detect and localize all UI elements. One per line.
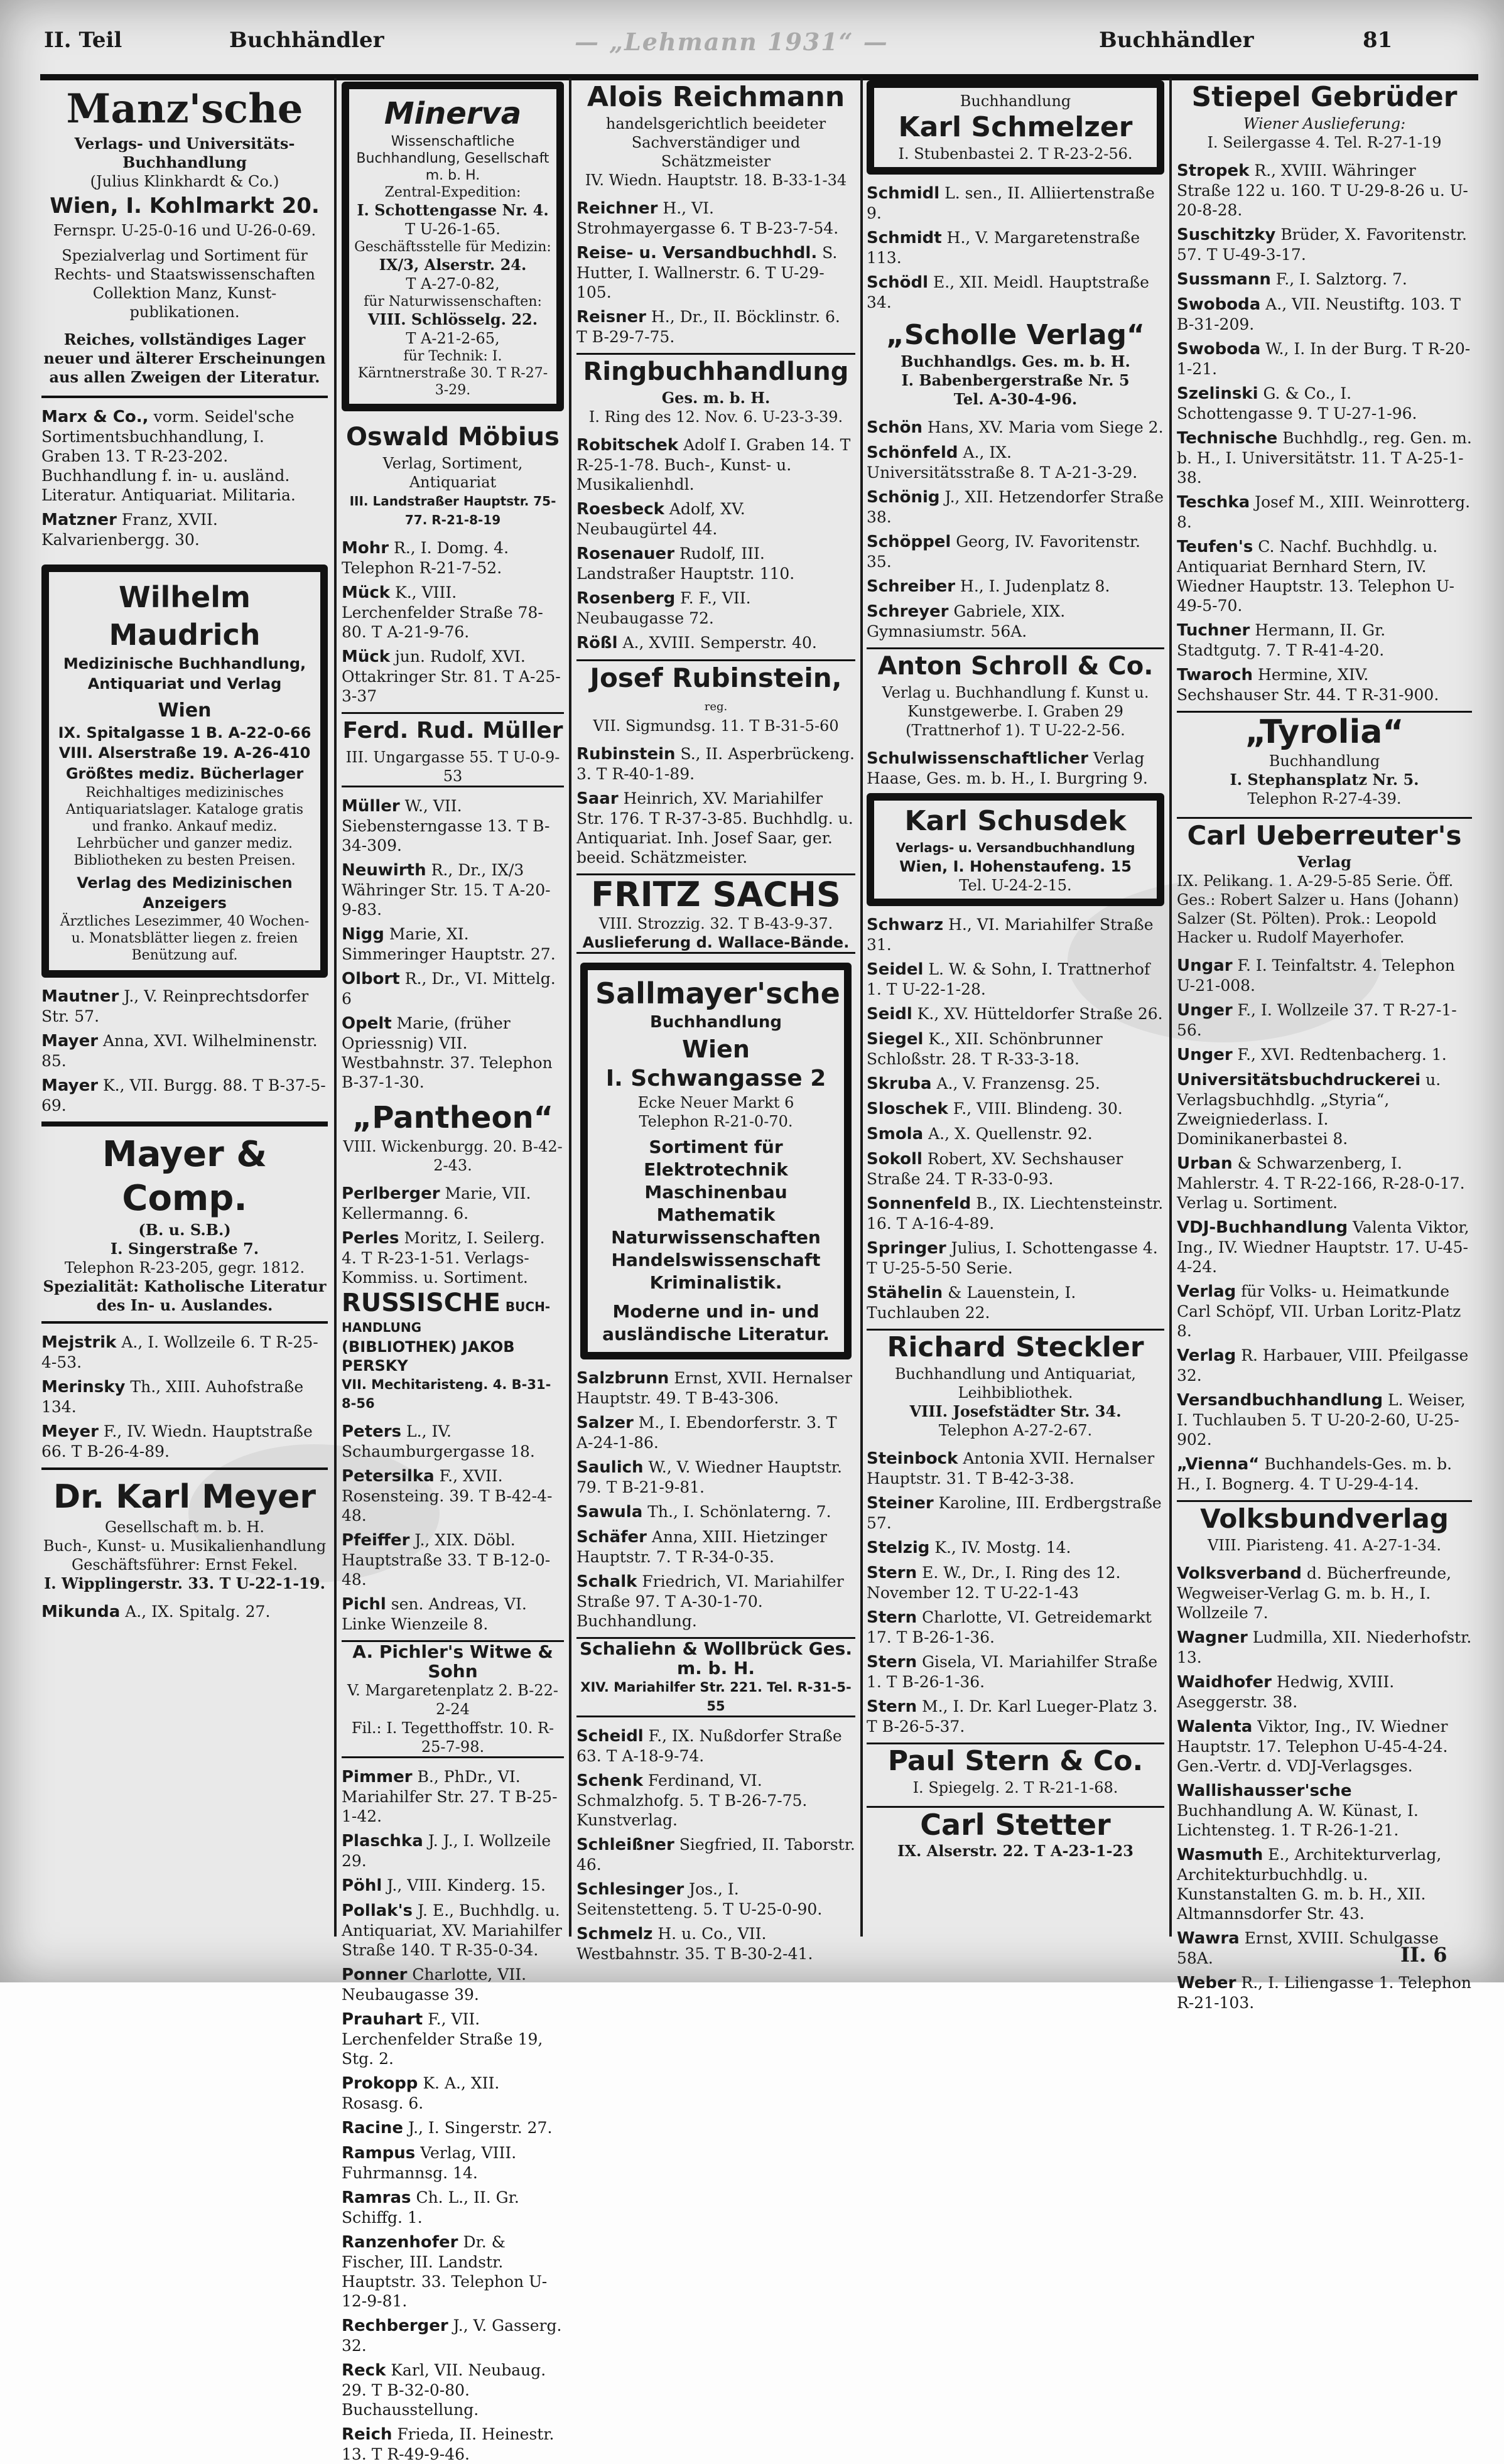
ad-address: IV. Wiedn. Hauptstr. 18. B-33-1-34 bbox=[585, 171, 847, 189]
list-item: Ungar F. I. Teinfaltstr. 4. Telephon U-21-008. bbox=[1177, 956, 1455, 995]
ad-description: Buch-, Kunst- u. Musikalienhandlung bbox=[43, 1537, 327, 1555]
list-item: Wasmuth E., Architekturverlag, Architekturbuchhdlg. u. Kunstanstalten G. m. b. H., XII. Altmannsdorfer Str. 43. bbox=[1177, 1845, 1442, 1923]
ad-subtitle: Buchhandlung bbox=[650, 1013, 782, 1032]
list-item: Siegel K., XII. Schönbrunner Schloßstr. 28. T R-33-3-18. bbox=[867, 1030, 1103, 1068]
list-item: Volksverband d. Bücherfreunde, Wegweiser-Verlag G. m. b. H., I. Wollzeile 7. bbox=[1177, 1564, 1452, 1622]
list-item: Pöhl J., VIII. Kinderg. 15. bbox=[342, 1876, 546, 1895]
list-item: Schön Hans, XV. Maria vom Siege 2. bbox=[867, 418, 1164, 437]
list-item: Reisner H., Dr., II. Böcklinstr. 6. T B-29-7-75. bbox=[576, 308, 840, 346]
ad-description: IX. Pelikang. 1. A-29-5-85 Serie. Öff. Ges.: Robert Salzer u. Hans (Johann) Salzer (St. Pölten). Prok.: Leopold Hacker u. Rudolf Mayerhofer. bbox=[1177, 872, 1459, 946]
list-item: Mück K., VIII. Lerchenfelder Straße 78-80. T A-21-9-76. bbox=[342, 583, 543, 641]
list-item: Wagner Ludmilla, XII. Niederhofstr. 13. bbox=[1177, 1628, 1472, 1667]
list-item: Ponner Charlotte, VII. Neubaugasse 39. bbox=[342, 1965, 527, 2004]
list-item: Universitätsbuchdruckerei u. Verlagsbuchhdlg. „Styria“, Zweigniederlass. I. Dominikanerbastei 8. bbox=[1177, 1071, 1441, 1148]
list-item: Springer Julius, I. Schottengasse 4. T U-25-5-50 Serie. bbox=[867, 1239, 1158, 1277]
list-item: Schwarz H., VI. Mariahilfer Straße 31. bbox=[867, 916, 1154, 954]
list-item: Sussmann F., I. Salztorg. 7. bbox=[1177, 270, 1407, 289]
list-item: Mayer K., VII. Burgg. 88. T B-37-5-69. bbox=[41, 1076, 326, 1115]
column-1 bbox=[41, 78, 328, 1937]
ad-title: Karl Schmelzer bbox=[898, 111, 1133, 143]
ad-subtitle: (BIBLIOTHEK) JAKOB PERSKY bbox=[342, 1338, 515, 1375]
ad-address: I. Spiegelg. 2. T R-21-1-68. bbox=[912, 1779, 1118, 1797]
list-item: Rosenberg F. F., VII. Neubaugasse 72. bbox=[576, 589, 751, 627]
list-item: Verlag R. Harbauer, VIII. Pfeilgasse 32. bbox=[1177, 1346, 1469, 1385]
ad-address: I. Ring des 12. Nov. 6. U-23-3-39. bbox=[588, 408, 843, 426]
list-item: „Vienna“ Buchhandels-Ges. m. b. H., I. Bognerg. 4. T U-29-4-14. bbox=[1177, 1455, 1453, 1493]
ad-line: Elektrotechnik bbox=[644, 1159, 788, 1180]
ad-title: Volksbundverlag bbox=[1200, 1503, 1449, 1534]
moebius-ad bbox=[342, 420, 564, 529]
column-rule bbox=[334, 78, 337, 1937]
ad-title: Oswald Möbius bbox=[346, 423, 560, 451]
list-item: Petersilka F., XVII. Rosensteing. 39. T B-42-4-48. bbox=[342, 1467, 553, 1525]
maudrich-ad bbox=[41, 565, 328, 978]
ad-address: I. Stubenbastei 2. T R-23-2-56. bbox=[898, 145, 1133, 163]
list-item: Teufen's C. Nachf. Buchhdlg. u. Antiquariat Bernhard Stern, IV. Wiedner Hauptstr. 13. Telephon U-49-5-70. bbox=[1177, 538, 1454, 615]
ad-line: T U-26-1-65. bbox=[405, 220, 500, 238]
list-item: Saulich W., V. Wiedner Hauptstr. 79. T B-21-9-81. bbox=[576, 1458, 842, 1496]
ad-line: für Technik: I. Kärntnerstraße 30. T R-27-3-29. bbox=[357, 349, 548, 398]
ad-line: Naturwissenschaften bbox=[611, 1227, 821, 1248]
ad-title: „Pantheon“ bbox=[352, 1100, 554, 1135]
list-item: Sawula Th., I. Schönlaterng. 7. bbox=[576, 1503, 831, 1521]
stiepel-ad bbox=[1177, 80, 1472, 152]
ad-subtitle: Buchhandlung bbox=[1269, 752, 1380, 770]
ad-title: „Scholle Verlag“ bbox=[886, 319, 1145, 351]
minerva-ad bbox=[342, 82, 564, 411]
ad-address: III. Ungargasse 55. T U-0-9-53 bbox=[345, 748, 560, 785]
ad-title: Paul Stern & Co. bbox=[887, 1745, 1144, 1777]
list-item: Schlesinger Jos., I. Seitenstetteng. 5. T U-25-0-90. bbox=[576, 1880, 823, 1918]
ad-verlag: Verlag des Medizinischen Anzeigers bbox=[77, 874, 293, 912]
ad-specialty: Spezialität: Katholische Literatur des In- u. Auslandes. bbox=[43, 1277, 327, 1314]
ad-line: T A-27-0-82, bbox=[406, 275, 500, 293]
list-item: Unger F., XVI. Redtenbacherg. 1. bbox=[1177, 1046, 1447, 1064]
list-item: Rosenauer Rudolf, III. Landstraßer Hauptstr. 110. bbox=[576, 544, 795, 583]
list-item: Pollak's J. E., Buchhdlg. u. Antiquariat, XV. Mariahilfer Straße 140. T R-35-0-34. bbox=[342, 1901, 562, 1959]
ad-title: Minerva bbox=[384, 96, 522, 131]
list-item: Matzner Franz, XVII. Kalvarienbergg. 30. bbox=[41, 511, 218, 549]
ad-phone: Telephon R-21-0-70. bbox=[639, 1113, 793, 1130]
list-item: Salzer M., I. Ebendorferstr. 3. T A-24-1-86. bbox=[576, 1413, 837, 1452]
list-item: Technische Buchhdlg., reg. Gen. m. b. H., I. Universitätstr. 11. T A-25-1-38. bbox=[1177, 429, 1472, 487]
rubinstein-ad bbox=[576, 659, 855, 735]
list-item: Szelinski G. & Co., I. Schottengasse 9. T U-27-1-96. bbox=[1177, 384, 1417, 423]
publication-title: — „Lehmann 1931“ — bbox=[575, 28, 889, 56]
list-item: Müller W., VII. Siebensterngasse 13. T B-34-309. bbox=[342, 797, 550, 855]
ad-line: T A-21-2-65, bbox=[406, 330, 500, 347]
paul-stern-ad bbox=[867, 1743, 1164, 1797]
mayer-ad bbox=[41, 1121, 328, 1324]
list-item: Stern Charlotte, VI. Getreidemarkt 17. T B-26-1-36. bbox=[867, 1608, 1152, 1646]
list-item: Schleißner Siegfried, II. Taborstr. 46. bbox=[576, 1835, 855, 1874]
ad-address: I. Singerstraße 7. bbox=[110, 1240, 259, 1258]
list-item: Peters L., IV. Schaumburgergasse 18. bbox=[342, 1422, 535, 1461]
list-item: Schödl E., XII. Meidl. Hauptstraße 34. bbox=[867, 273, 1149, 311]
ad-branch: Fil.: I. Tegetthoffstr. 10. R-25-7-98. bbox=[351, 1719, 555, 1756]
ad-description: Ärztliches Lesezimmer, 40 Wochen- u. Monatsblätter liegen z. freien Benützung auf. bbox=[60, 914, 310, 963]
ad-address: VIII. Strozzig. 32. T B-43-9-37. bbox=[598, 915, 833, 932]
list-item: Schreyer Gabriele, XIX. Gymnasiumstr. 56A. bbox=[867, 602, 1066, 640]
list-item: Perles Moritz, I. Seilerg. 4. T R-23-1-51. Verlags-Kommiss. u. Sortiment. bbox=[342, 1229, 545, 1287]
ad-title: Sallmayer'sche bbox=[595, 976, 840, 1010]
schusdek-ad bbox=[867, 793, 1164, 906]
ad-title: Schaliehn & Wollbrück Ges. m. b. H. bbox=[580, 1638, 852, 1678]
ad-title: Mayer & Comp. bbox=[102, 1134, 268, 1219]
ad-subtitle: Verlags- und Universitäts-Buchhandlung bbox=[74, 134, 295, 171]
ad-description: handelsgerichtlich beeideter Sachverständiger und Schätzmeister bbox=[605, 115, 826, 170]
ad-address: Wien, I. Kohlmarkt 20. bbox=[50, 193, 320, 219]
list-item: Wallishausser'sche Buchhandlung A. W. Künast, I. Lichtensteg. 1. T R-26-1-21. bbox=[1177, 1781, 1419, 1839]
list-item: Reich Frieda, II. Heinestr. 13. T R-49-9-46. bbox=[342, 2425, 555, 2463]
list-item: Schöppel Georg, IV. Favoritenstr. 35. bbox=[867, 532, 1140, 571]
ad-phone: Telephon R-27-4-39. bbox=[1247, 790, 1402, 808]
ueberreuter-ad bbox=[1177, 817, 1472, 947]
ad-address: I. Babenbergerstraße Nr. 5 bbox=[901, 371, 1130, 389]
ad-title: Dr. Karl Meyer bbox=[53, 1478, 316, 1516]
ad-line: Kriminalistik. bbox=[649, 1272, 782, 1293]
list-item: Schmidl L. sen., II. Alliiertenstraße 9. bbox=[867, 184, 1155, 222]
schroll-ad bbox=[867, 647, 1164, 740]
list-item: Merinsky Th., XIII. Auhofstraße 134. bbox=[41, 1378, 304, 1416]
ad-title: Manz'sche bbox=[66, 85, 303, 132]
list-item: Seidl K., XV. Hütteldorfer Straße 26. bbox=[867, 1005, 1163, 1024]
ad-address: VII. Mechitaristeng. 4. B-31-8-56 bbox=[342, 1377, 551, 1411]
ad-subtitle: (B. u. S.B.) bbox=[138, 1221, 231, 1239]
list-item: Waidhofer Hedwig, XVIII. Aseggerstr. 38. bbox=[1177, 1673, 1395, 1711]
ad-title: Carl Stetter bbox=[920, 1808, 1111, 1842]
list-item: Perlberger Marie, VII. Kellermanng. 6. bbox=[342, 1184, 531, 1223]
list-item: Rechberger J., V. Gasserg. 32. bbox=[342, 2316, 562, 2355]
ad-line: Maschinenbau bbox=[644, 1182, 787, 1202]
list-item: Reise- u. Versandbuchhdl. S. Hutter, I. Wallnerstr. 6. T U-29-105. bbox=[576, 244, 838, 301]
scholle-ad bbox=[867, 318, 1164, 409]
column-rule bbox=[569, 78, 571, 1937]
ad-address: I. Schwangasse 2 bbox=[605, 1066, 826, 1091]
list-item: Pimmer B., PhDr., VI. Mariahilfer Str. 27. T B-25-1-42. bbox=[342, 1768, 558, 1825]
list-item: Scheidl F., IX. Nußdorfer Straße 63. T A-18-9-74. bbox=[576, 1727, 842, 1765]
ad-subtitle: Buchhandlgs. Ges. m. b. H. bbox=[901, 352, 1130, 370]
sachs-ad bbox=[576, 873, 855, 954]
ad-description: Verlag u. Buchhandlung f. Kunst u. Kunstgewerbe. I. Graben 29 (Trattnerhof 1). T U-22-2-56. bbox=[882, 684, 1149, 739]
list-item: Prokopp K. A., XII. Rosasg. 6. bbox=[342, 2074, 500, 2112]
list-item: Mautner J., V. Reinprechtsdorfer Str. 57. bbox=[41, 987, 309, 1025]
list-item: Teschka Josef M., XIII. Weinrotterg. 8. bbox=[1177, 493, 1471, 531]
running-title-right: Buchhändler bbox=[1099, 28, 1254, 53]
ad-line: IX/3, Alserstr. 24. bbox=[379, 256, 527, 274]
ad-tagline: Reiches, vollständiges Lager neuer und älterer Erscheinungen aus allen Zweigen der Literatur. bbox=[43, 330, 326, 386]
ad-line: Sortiment für bbox=[649, 1137, 783, 1157]
ad-reg-note: reg. bbox=[704, 700, 728, 713]
pichler-ad bbox=[342, 1640, 564, 1758]
volksbund-ad bbox=[1177, 1500, 1472, 1555]
stetter-ad bbox=[867, 1806, 1164, 1861]
column-rule bbox=[1169, 78, 1172, 1937]
list-item: Schmidt H., V. Margaretenstraße 113. bbox=[867, 229, 1140, 267]
list-item: Schulwissenschaftlicher Verlag Haase, Ges. m. b. H., I. Burgring 9. bbox=[867, 749, 1148, 787]
list-item: Swoboda A., VII. Neustiftg. 103. T B-31-209. bbox=[1177, 295, 1461, 333]
ad-claim: Größtes mediz. Bücherlager bbox=[65, 765, 304, 782]
list-item: Reck Karl, VII. Neubaug. 29. T B-32-0-80. Buchausstellung. bbox=[342, 2361, 546, 2419]
page-signature: II. 6 bbox=[1400, 1943, 1447, 1967]
ad-title-suffix: BUCH-HANDLUNG bbox=[342, 1299, 551, 1335]
schmelzer-ad bbox=[867, 80, 1164, 175]
steckler-ad bbox=[867, 1329, 1164, 1440]
list-item: Schönfeld A., IX. Universitätsstraße 8. T A-21-3-29. bbox=[867, 443, 1138, 482]
tyrolia-ad bbox=[1177, 711, 1472, 808]
ad-phone: Tel. A-30-4-96. bbox=[953, 390, 1078, 408]
ad-line: Mathematik bbox=[656, 1204, 776, 1225]
list-item: Mück jun. Rudolf, XVI. Ottakringer Str. 81. T A-25-3-37 bbox=[342, 647, 561, 705]
list-item: Salzbrunn Ernst, XVII. Hernalser Hauptstr. 49. T B-43-306. bbox=[576, 1369, 852, 1407]
list-item: Mikunda A., IX. Spitalg. 27. bbox=[41, 1602, 271, 1621]
manz-ad bbox=[41, 84, 328, 387]
schaliehn-ad bbox=[576, 1637, 855, 1717]
list-item: Olbort R., Dr., VI. Mittelg. 6 bbox=[342, 970, 556, 1008]
list-item: Roesbeck Adolf, XV. Neubaugürtel 44. bbox=[576, 500, 745, 538]
list-item: Sonnenfeld B., IX. Liechtensteinstr. 16. T A-16-4-89. bbox=[867, 1194, 1164, 1233]
ad-label: Buchhandlung bbox=[960, 92, 1071, 110]
ringbuchhandlung-ad bbox=[576, 353, 855, 426]
column-4 bbox=[867, 78, 1164, 1937]
list-item: Schäfer Anna, XIII. Hietzinger Hauptstr. 7. T R-34-0-35. bbox=[576, 1528, 827, 1566]
ad-description: Spezialverlag und Sortiment für Rechts- und Staatswissenschaften Collektion Manz, Kunst-publikationen. bbox=[54, 247, 315, 321]
list-item: Schreiber H., I. Judenplatz 8. bbox=[867, 577, 1110, 596]
ad-title: Stiepel Gebrüder bbox=[1191, 81, 1458, 113]
ad-address: XIV. Mariahilfer Str. 221. Tel. R-31-5-55 bbox=[580, 1680, 852, 1714]
list-item: Stelzig K., IV. Mostg. 14. bbox=[867, 1538, 1071, 1557]
list-item: Pfeiffer J., XIX. Döbl. Hauptstraße 33. T B-12-0-48. bbox=[342, 1531, 551, 1589]
list-item: Meyer F., IV. Wiedn. Hauptstraße 66. T B-26-4-89. bbox=[41, 1422, 313, 1461]
ad-phone: Tel. U-24-2-15. bbox=[959, 877, 1072, 894]
list-item: Ramras Ch. L., II. Gr. Schiffg. 1. bbox=[342, 2188, 519, 2227]
list-item: Weber R., I. Liliengasse 1. Telephon R-21-103. bbox=[1177, 1974, 1472, 2012]
column-3 bbox=[576, 78, 855, 1963]
list-item: Seidel L. W. & Sohn, I. Trattnerhof 1. T U-22-1-28. bbox=[867, 960, 1150, 998]
ad-address: Wien, I. Hohenstaufeng. 15 bbox=[899, 858, 1132, 875]
ad-subtitle: Wissenschaftliche Buchhandlung, Gesellschaft m. b. H. bbox=[356, 134, 549, 183]
ad-line: VIII. Schlösselg. 22. bbox=[367, 310, 538, 328]
list-item: Prauhart F., VII. Lerchenfelder Straße 19, Stg. 2. bbox=[342, 2010, 543, 2068]
list-item: Swoboda W., I. In der Burg. T R-20-1-21. bbox=[1177, 340, 1471, 378]
ad-line: Zentral-Expedition: bbox=[384, 185, 521, 200]
ad-title: Josef Rubinstein, bbox=[590, 662, 842, 693]
list-item: Sokoll Robert, XV. Sechshauser Straße 24. T R-33-0-93. bbox=[867, 1150, 1123, 1188]
divider bbox=[41, 396, 328, 398]
list-item: Opelt Marie, (früher Opriessnig) VII. Westbahnstr. 37. Telephon B-37-1-30. bbox=[342, 1014, 553, 1091]
ad-line: Moderne und in- und ausländische Literatur. bbox=[602, 1301, 830, 1344]
list-item: Schalk Friedrich, VI. Mariahilfer Straße 97. T A-30-1-70. Buchhandlung. bbox=[576, 1572, 844, 1630]
page-number: 81 bbox=[1363, 28, 1393, 53]
ad-address: VIII. Piaristeng. 41. A-27-1-34. bbox=[1208, 1537, 1441, 1554]
section-label: II. Teil bbox=[44, 28, 122, 53]
column-2 bbox=[342, 78, 564, 2463]
list-item: Saar Heinrich, XV. Mariahilfer Str. 176. T R-37-3-85. Buchhdlg. u. Antiquariat. Inh. Josef Saar, ger. beeid. Schätzmeister. bbox=[576, 789, 853, 867]
list-item: Schmelz H. u. Co., VII. Westbahnstr. 35. T B-30-2-41. bbox=[576, 1925, 813, 1963]
list-item: Robitschek Adolf I. Graben 14. T R-25-1-78. Buch-, Kunst- u. Musikalienhdl. bbox=[576, 436, 851, 494]
ad-description: Reichhaltiges medizinisches Antiquariatslager. Kataloge gratis und franko. Ankauf mediz. Lehrbücher und ganzer mediz. Bibliotheken zu besten Preisen. bbox=[65, 785, 304, 868]
list-item: Schenk Ferdinand, VI. Schmalzhofg. 5. T B-26-7-75. Kunstverlag. bbox=[576, 1771, 808, 1829]
ad-owner: (Julius Klinkhardt & Co.) bbox=[90, 173, 279, 190]
ad-subtitle: Auslieferung d. Wallace-Bände. bbox=[582, 934, 850, 951]
ad-subtitle: Verlags- u. Versandbuchhandlung bbox=[895, 840, 1135, 855]
list-item: Plaschka J. J., I. Wollzeile 29. bbox=[342, 1832, 551, 1870]
list-item: Wawra Ernst, XVIII. Schulgasse 58A. bbox=[1177, 1929, 1439, 1967]
ad-line: I. Schottengasse Nr. 4. bbox=[357, 201, 549, 219]
ad-manager: Geschäftsführer: Ernst Fekel. bbox=[71, 1556, 298, 1574]
ad-subtitle: Medizinische Buchhandlung, Antiquariat und Verlag bbox=[63, 655, 306, 693]
ad-phone: Telephon A-27-2-67. bbox=[938, 1422, 1093, 1439]
list-item: Steiner Karoline, III. Erdbergstraße 57. bbox=[867, 1494, 1162, 1532]
ad-phone: Fernspr. U-25-0-16 und U-26-0-69. bbox=[53, 222, 316, 239]
ad-subtitle: Wiener Auslieferung: bbox=[1243, 115, 1406, 132]
ad-description: Verlag, Sortiment, Antiquariat bbox=[382, 455, 523, 491]
list-item: Racine J., I. Singerstr. 27. bbox=[342, 2119, 553, 2137]
ad-title: RUSSISCHE bbox=[342, 1289, 500, 1317]
list-item: Rößl A., XVIII. Semperstr. 40. bbox=[576, 634, 817, 652]
meyer-ad bbox=[41, 1467, 328, 1593]
page-header bbox=[38, 28, 1482, 72]
ad-address: I. Seilergasse 4. Tel. R-27-1-19 bbox=[1207, 134, 1442, 151]
ad-address: IX. Spitalgasse 1 B. A-22-0-66 bbox=[58, 724, 311, 742]
list-item: Schönig J., XII. Hetzendorfer Straße 38. bbox=[867, 488, 1164, 526]
ad-city: Wien bbox=[682, 1035, 750, 1063]
running-title-left: Buchhändler bbox=[229, 28, 384, 53]
list-item: Walenta Viktor, Ing., IV. Wiedner Hauptstr. 17. Telephon U-45-4-24. Gen.-Vertr. d. VDJ-Verlagsges. bbox=[1177, 1717, 1448, 1775]
ad-title: Wilhelm Maudrich bbox=[109, 580, 261, 652]
ad-line: Handelswissenschaft bbox=[611, 1250, 821, 1270]
ad-subtitle: Ges. m. b. H. bbox=[661, 389, 771, 407]
ad-subtitle: Gesellschaft m. b. H. bbox=[104, 1518, 265, 1536]
ad-corner: Ecke Neuer Markt 6 bbox=[637, 1094, 794, 1111]
ad-title: Karl Schusdek bbox=[904, 805, 1127, 837]
list-item: Rampus Verlag, VIII. Fuhrmannsg. 14. bbox=[342, 2144, 517, 2182]
list-item: Mayer Anna, XVI. Wilhelminenstr. 85. bbox=[41, 1032, 318, 1070]
list-item: Verlag für Volks- u. Heimatkunde Carl Schöpf, VII. Urban Loritz-Platz 8. bbox=[1177, 1282, 1461, 1340]
ad-address: V. Margaretenplatz 2. B-22-2-24 bbox=[347, 1682, 559, 1718]
list-item: Nigg Marie, XI. Simmeringer Hauptstr. 27. bbox=[342, 925, 556, 963]
column-rule bbox=[860, 78, 863, 1937]
list-item: Stern Gisela, VI. Mariahilfer Straße 1. T B-26-1-36. bbox=[867, 1653, 1158, 1691]
list-item: Sloschek F., VIII. Blindeng. 30. bbox=[867, 1100, 1123, 1118]
list-item: VDJ-Buchhandlung Valenta Viktor, Ing., IV. Wiedner Hauptstr. 17. U-45-4-24. bbox=[1177, 1218, 1469, 1276]
list-item: Stropek R., XVIII. Währinger Straße 122 u. 160. T U-29-8-26 u. U-20-8-28. bbox=[1177, 161, 1468, 219]
list-item: Mejstrik A., I. Wollzeile 6. T R-25-4-53. bbox=[41, 1333, 318, 1371]
russische-ad bbox=[342, 1289, 564, 1413]
list-item: Unger F., I. Wollzeile 37. T R-27-1-56. bbox=[1177, 1001, 1457, 1039]
list-item: Mohr R., I. Domg. 4. Telephon R-21-7-52. bbox=[342, 539, 509, 577]
ad-address: III. Landstraßer Hauptstr. 75-77. R-21-8-19 bbox=[349, 494, 556, 527]
ad-subtitle: Verlag bbox=[1297, 853, 1351, 871]
ad-address: VIII. Wickenburgg. 20. B-42-2-43. bbox=[343, 1138, 563, 1174]
list-item: Rubinstein S., II. Asperbrückeng. 3. T R-40-1-89. bbox=[576, 745, 855, 783]
ad-address: VII. Sigmundsg. 11. T B-31-5-60 bbox=[593, 717, 839, 735]
list-item: Tuchner Hermann, II. Gr. Stadtgutg. 7. T R-41-4-20. bbox=[1177, 621, 1386, 659]
list-item: Ranzenhofer Dr. & Fischer, III. Landstr. Hauptstr. 33. Telephon U-12-9-81. bbox=[342, 2233, 548, 2310]
ad-title: Richard Steckler bbox=[887, 1331, 1144, 1363]
list-item: Suschitzky Brüder, X. Favoritenstr. 57. T U-49-3-17. bbox=[1177, 225, 1467, 264]
list-item: Stern M., I. Dr. Karl Lueger-Platz 3. T B-26-5-37. bbox=[867, 1697, 1158, 1736]
ad-address: VIII. Alserstraße 19. A-26-410 bbox=[58, 744, 311, 762]
ad-title: Alois Reichmann bbox=[587, 81, 845, 113]
mueller-ad bbox=[342, 712, 564, 787]
ad-line: für Naturwissenschaften: bbox=[364, 294, 542, 310]
ad-title: Carl Ueberreuter's bbox=[1187, 820, 1462, 851]
list-item: Skruba A., V. Franzensg. 25. bbox=[867, 1074, 1100, 1093]
ad-phone: Telephon R-23-205, gegr. 1812. bbox=[64, 1259, 305, 1277]
ad-description: Buchhandlung und Antiquariat, Leihbibliothek. bbox=[894, 1365, 1137, 1402]
list-item: Stähelin & Lauenstein, I. Tuchlauben 22. bbox=[867, 1283, 1076, 1322]
list-item: Pichl sen. Andreas, VI. Linke Wienzeile 8. bbox=[342, 1595, 527, 1633]
ad-title: Ringbuchhandlung bbox=[583, 357, 849, 386]
list-item: Twaroch Hermine, XIV. Sechshauser Str. 44. T R-31-900. bbox=[1177, 666, 1439, 704]
pantheon-ad bbox=[342, 1098, 564, 1175]
ad-address: I. Wipplingerstr. 33. T U-22-1-19. bbox=[44, 1574, 325, 1592]
ad-title: „Tyrolia“ bbox=[1245, 713, 1404, 751]
ad-address: VIII. Josefstädter Str. 34. bbox=[909, 1402, 1122, 1420]
ad-address: IX. Alserstr. 22. T A-23-1-23 bbox=[897, 1842, 1133, 1860]
list-item: Reichner H., VI. Strohmayergasse 6. T B-23-7-54. bbox=[576, 199, 839, 237]
ad-address: I. Stephansplatz Nr. 5. bbox=[1230, 770, 1419, 789]
ad-title: Ferd. Rud. Müller bbox=[342, 718, 563, 743]
ad-title: FRITZ SACHS bbox=[591, 875, 841, 914]
list-item: Steinbock Antonia XVII. Hernalser Hauptstr. 31. T B-42-3-38. bbox=[867, 1449, 1155, 1488]
ad-title: A. Pichler's Witwe & Sohn bbox=[352, 1641, 553, 1682]
reichmann-ad bbox=[576, 80, 855, 190]
list-item: Neuwirth R., Dr., IX/3 Währinger Str. 15. T A-20-9-83. bbox=[342, 861, 551, 919]
list-item: Versandbuchhandlung L. Weiser, I. Tuchlauben 5. T U-20-2-60, U-25-902. bbox=[1177, 1391, 1466, 1449]
ad-title: Anton Schroll & Co. bbox=[877, 652, 1154, 681]
list-item: Urban & Schwarzenberg, I. Mahlerstr. 4. T R-22-166, R-28-0-17. Verlag u. Sortiment. bbox=[1177, 1154, 1465, 1212]
list-item: Marx & Co., vorm. Seidel'sche Sortimentsbuchhandlung, I. Graben 13. T R-23-202. Buchhandlung f. in- u. ausländ. Literatur. Antiquariat. Militaria. bbox=[41, 408, 296, 504]
ad-line: Geschäftsstelle für Medizin: bbox=[354, 239, 551, 255]
list-item: Smola A., X. Quellenstr. 92. bbox=[867, 1125, 1093, 1143]
list-item: Stern E. W., Dr., I. Ring des 12. November 12. T U-22-1-43 bbox=[867, 1564, 1121, 1602]
sallmayer-ad bbox=[580, 963, 852, 1359]
ad-city: Wien bbox=[158, 700, 212, 721]
